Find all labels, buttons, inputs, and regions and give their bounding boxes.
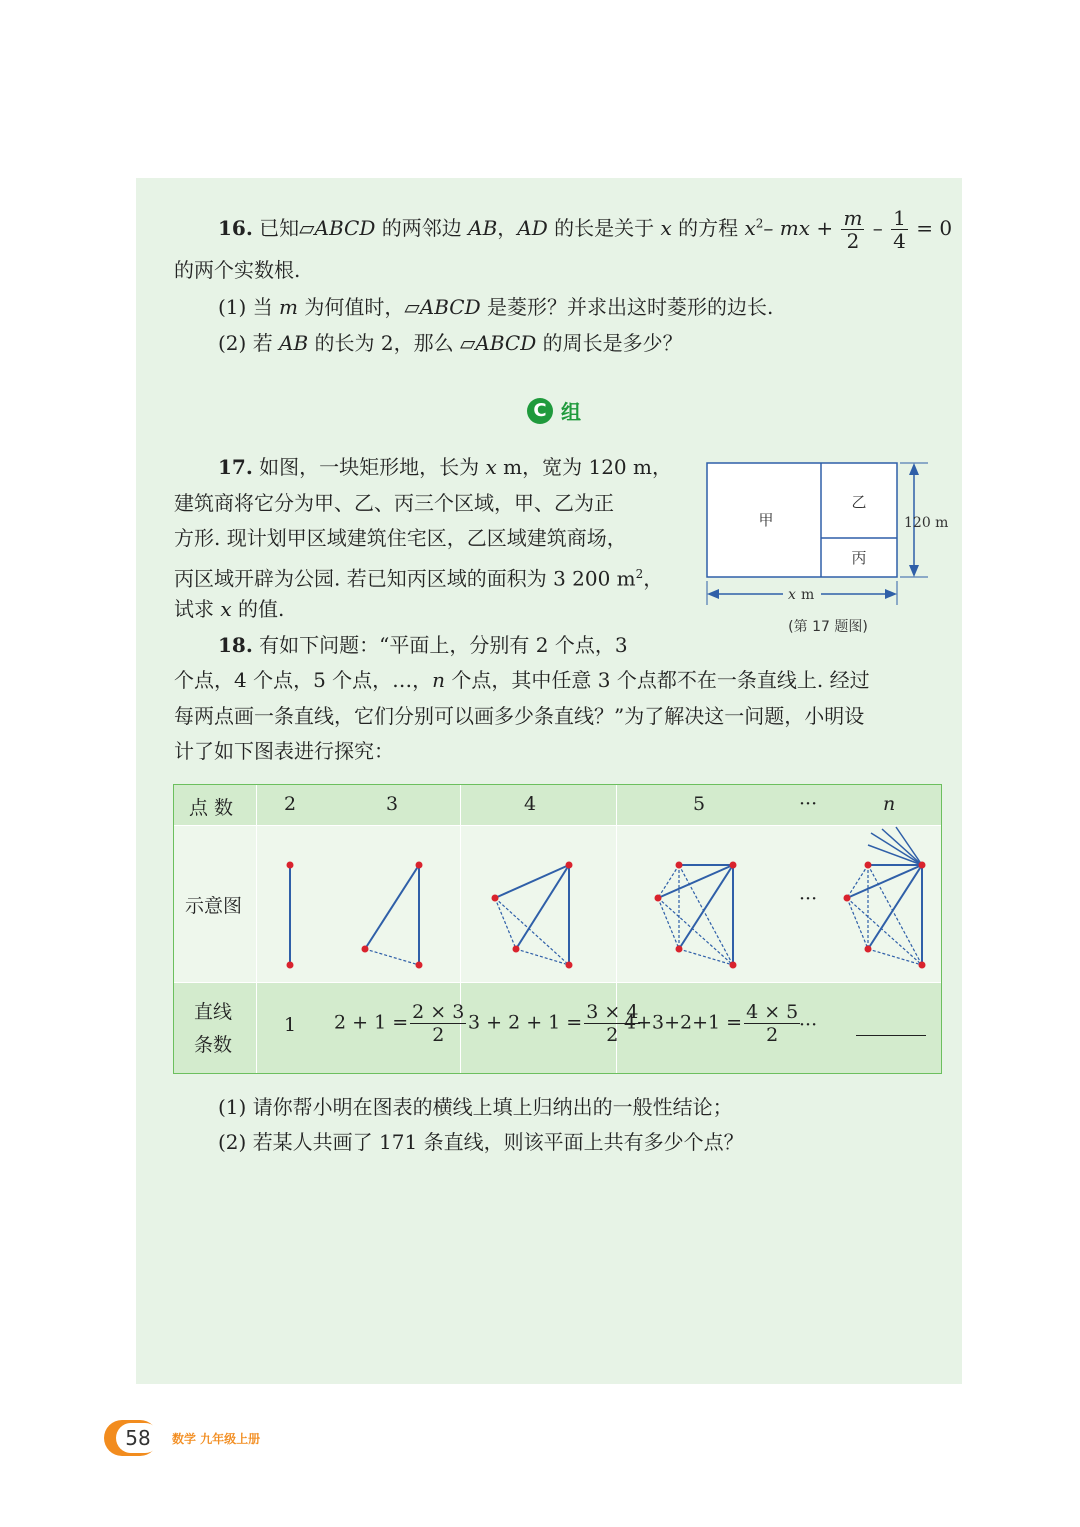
problem-17-line1: 17. 如图，一块矩形地，长为 x m，宽为 120 m， xyxy=(218,455,672,479)
diagram-2-points xyxy=(287,862,294,969)
figure-17 xyxy=(700,455,960,640)
count-3: 2 + 1 = $\frac{2 \times 3}{2}$ xyxy=(334,1001,465,1046)
count-4: 3 + 2 + 1 = $\frac{3 \times 4}{2}$ xyxy=(468,1001,639,1046)
problem-16-q1: (1) 当 m 为何值时，▱ABCD 是菱形？并求出这时菱形的边长. xyxy=(218,295,774,319)
diagram-5-points xyxy=(655,862,737,969)
diagram-point xyxy=(865,946,872,953)
header-points: 点 数 xyxy=(189,797,234,819)
book-title: 数学 九年级上册 xyxy=(172,1432,261,1446)
diagram-point xyxy=(676,946,683,953)
diagram-line xyxy=(365,865,419,949)
problem-18-q2: (2) 若某人共画了 171 条直线，则该平面上共有多少个点？ xyxy=(218,1130,744,1154)
problem-16-q2: (2) 若 AB 的长为 2，那么 ▱ABCD 的周长是多少？ xyxy=(218,331,683,355)
diagram-dashed-line xyxy=(868,865,922,965)
fig17-arrowhead-right xyxy=(885,589,897,599)
diagram-point xyxy=(844,895,851,902)
diagram-point xyxy=(730,862,737,869)
problem-18-q1: (1) 请你帮小明在图表的横线上填上归纳出的一般性结论； xyxy=(218,1095,733,1119)
count-dots: ··· xyxy=(799,1014,818,1036)
fig17-caption: (第 17 题图) xyxy=(788,619,868,635)
fig17-width-x: x xyxy=(788,587,796,603)
diagram-n-points xyxy=(844,827,926,969)
count-2: 1 xyxy=(284,1014,297,1036)
diagram-dashed-line xyxy=(495,898,569,965)
page-number-badge xyxy=(104,1420,158,1456)
diagram-dashed-line xyxy=(365,949,419,965)
header-4: 4 xyxy=(524,793,537,815)
diagram-point xyxy=(416,862,423,869)
fig17-arrowhead-down xyxy=(909,565,919,577)
diagram-dashed-line xyxy=(658,898,679,949)
diagram-point xyxy=(865,862,872,869)
diagram-dashed-line xyxy=(868,949,922,965)
page-number: 58 xyxy=(116,1423,160,1453)
diagram-point xyxy=(287,862,294,869)
problem-17-line2: 建筑商将它分为甲、乙、丙三个区域，甲、乙为正 xyxy=(174,491,614,515)
problem-18-line3: 每两点画一条直线，它们分别可以画多少条直线？”为了解决这一问题，小明设 xyxy=(174,704,865,728)
row-diagram-label: 示意图 xyxy=(185,895,243,917)
diagram-point xyxy=(362,946,369,953)
diagram-dashed-line xyxy=(679,865,733,965)
row-lines-label-2: 条数 xyxy=(194,1034,233,1056)
header-3: 3 xyxy=(386,793,399,815)
problem-17-line3: 方形. 现计划甲区域建筑住宅区，乙区域建筑商场， xyxy=(174,526,627,550)
diagram-point xyxy=(919,862,926,869)
diagram-dots: ··· xyxy=(799,888,818,910)
problem-17-line5: 试求 x 的值. xyxy=(174,597,285,621)
diagram-point xyxy=(416,962,423,969)
fig17-bing: 丙 xyxy=(851,549,867,567)
diagram-3-points xyxy=(362,862,423,969)
diagram-dashed-line xyxy=(495,898,516,949)
fig17-yi: 乙 xyxy=(851,493,867,511)
problem-17-line4: 丙区域开辟为公园. 若已知丙区域的面积为 3 200 $m^2$， xyxy=(174,566,664,591)
group-c-badge: C xyxy=(527,398,553,424)
diagram-row xyxy=(174,825,940,981)
diagram-point xyxy=(655,895,662,902)
diagram-point xyxy=(730,962,737,969)
fig17-arrowhead-up xyxy=(909,463,919,475)
header-n: n xyxy=(883,793,896,815)
fig17-jia: 甲 xyxy=(758,511,774,529)
diagram-point xyxy=(492,895,499,902)
diagram-4-points xyxy=(492,862,573,969)
page-panel xyxy=(136,178,962,1384)
diagram-point xyxy=(566,862,573,869)
problem-18-line2: 个点，4 个点，5 个点，…，n 个点，其中任意 3 个点都不在一条直线上. 经过 xyxy=(174,668,870,692)
diagram-point xyxy=(676,862,683,869)
row-lines-label-1: 直线 xyxy=(194,1001,233,1023)
fraction-m-over-2: $\frac{m}{2}$ xyxy=(843,206,863,253)
fig17-arrowhead-left xyxy=(707,589,719,599)
table-row-divider xyxy=(174,982,941,983)
header-5: 5 xyxy=(693,793,706,815)
header-dots: ··· xyxy=(799,793,818,815)
fig17-width-m: m xyxy=(801,587,815,603)
diagram-ray xyxy=(882,829,922,865)
group-c-heading xyxy=(527,396,581,425)
diagram-point xyxy=(513,946,520,953)
count-5: 4+3+2+1 = $\frac{4 \times 5}{2}$ xyxy=(624,1001,799,1046)
fig17-height-label: 120 m xyxy=(904,515,949,531)
diagram-point xyxy=(566,962,573,969)
diagram-point xyxy=(287,962,294,969)
problem-18-line1: 18. 有如下问题：“平面上，分别有 2 个点，3 xyxy=(218,633,628,657)
group-word: 组 xyxy=(561,400,581,424)
diagram-dashed-line xyxy=(679,949,733,965)
problem-18-line4: 计了如下图表进行探究： xyxy=(174,739,394,763)
diagram-point xyxy=(919,962,926,969)
diagram-dashed-line xyxy=(658,898,733,965)
diagram-dashed-line xyxy=(516,949,569,965)
answer-blank-line xyxy=(856,1035,926,1036)
fig17-outer-rect xyxy=(707,463,897,577)
fraction-1-over-4: $\frac{1}{4}$ xyxy=(893,206,906,253)
diagram-dashed-line xyxy=(847,898,922,965)
diagram-dashed-line xyxy=(847,898,868,949)
header-2: 2 xyxy=(284,793,297,815)
problem-16-line1: 16. 已知▱ABCD 的两邻边 AB，AD 的长是关于 x 的方程 $x^2-$ mx + $\frac{m}{2}$ – $\frac{1}{4}$ = 0 xyxy=(218,206,953,253)
problem-16-line2: 的两个实数根. xyxy=(174,258,301,282)
